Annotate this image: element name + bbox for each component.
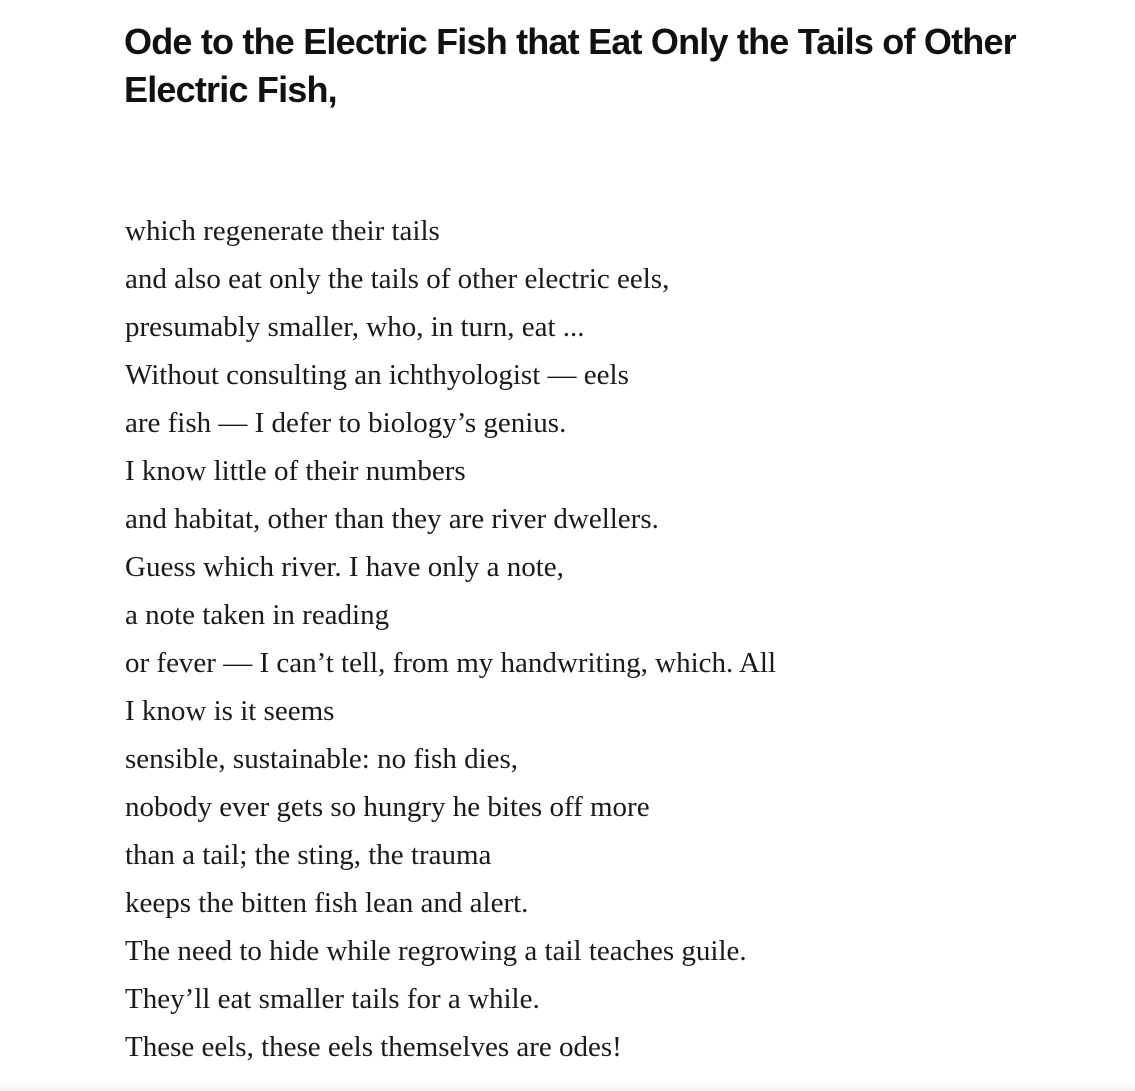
poem-line: sensible, sustainable: no fish dies,: [125, 743, 519, 775]
poem-line: keeps the bitten fish lean and alert.: [125, 887, 529, 919]
poem-line: and also eat only the tails of other electric eels,: [125, 263, 670, 295]
poem-line: I know is it seems: [125, 695, 335, 727]
poem-line: presumably smaller, who, in turn, eat ...: [125, 311, 585, 343]
poem-line: The need to hide while regrowing a tail teaches guile.: [125, 935, 747, 967]
poem-line: than a tail; the sting, the trauma: [125, 839, 492, 871]
poem-line: are fish — I defer to biology’s genius.: [125, 407, 567, 439]
poem-line: They’ll eat smaller tails for a while.: [125, 983, 540, 1015]
poem-line: a note taken in reading: [125, 599, 390, 631]
poem-body: [125, 207, 1085, 1071]
poem-line: which regenerate their tails: [125, 215, 440, 247]
poem-line: and habitat, other than they are river dwellers.: [125, 503, 659, 535]
poem-line: Guess which river. I have only a note,: [125, 551, 564, 583]
poem-title: Ode to the Electric Fish that Eat Only the Tails of Other Electric Fish,: [124, 21, 1016, 110]
bottom-edge-shade: [0, 1083, 1135, 1091]
poem-line: I know little of their numbers: [125, 455, 466, 487]
poem-line: or fever — I can’t tell, from my handwriting, which. All: [125, 647, 776, 679]
poem-line: nobody ever gets so hungry he bites off more: [125, 791, 650, 823]
poem-line: These eels, these eels themselves are odes!: [125, 1031, 622, 1063]
poem-line: Without consulting an ichthyologist — eels: [125, 359, 629, 391]
